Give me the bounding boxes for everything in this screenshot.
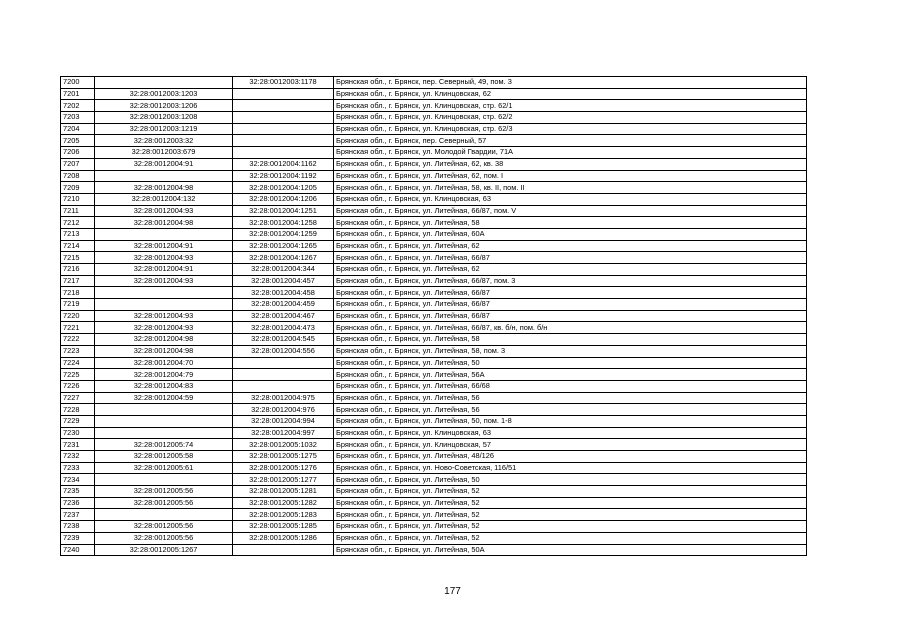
table-row	[61, 474, 807, 486]
cadastral-number-land: 32:28:0012005:56	[95, 497, 233, 509]
cadastral-number-object	[233, 100, 334, 112]
row-number: 7222	[61, 334, 95, 346]
row-number: 7216	[61, 264, 95, 276]
address-cell: Брянская обл., г. Брянск, ул. Литейная, 52	[334, 532, 807, 544]
row-number: 7227	[61, 392, 95, 404]
row-number: 7219	[61, 299, 95, 311]
cadastral-number-object	[233, 135, 334, 147]
cadastral-number-land	[95, 170, 233, 182]
row-number: 7201	[61, 88, 95, 100]
table-row	[61, 205, 807, 217]
cadastral-number-land: 32:28:0012005:56	[95, 521, 233, 533]
cadastral-number-land	[95, 404, 233, 416]
cadastral-number-object: 32:28:0012004:1205	[233, 182, 334, 194]
address-cell: Брянская обл., г. Брянск, ул. Литейная, 52	[334, 486, 807, 498]
address-cell: Брянская обл., г. Брянск, ул. Клинцовская, 63	[334, 193, 807, 205]
address-cell: Брянская обл., г. Брянск, ул. Литейная, 52	[334, 497, 807, 509]
cadastral-number-object: 32:28:0012004:1258	[233, 217, 334, 229]
row-number: 7208	[61, 170, 95, 182]
address-cell: Брянская обл., г. Брянск, ул. Литейная, 50	[334, 357, 807, 369]
table-row	[61, 100, 807, 112]
page-number: 177	[444, 586, 461, 597]
cadastral-number-object: 32:28:0012005:1281	[233, 486, 334, 498]
cadastral-number-land: 32:28:0012004:93	[95, 310, 233, 322]
address-cell: Брянская обл., г. Брянск, ул. Литейная, 58	[334, 334, 807, 346]
cadastral-number-object: 32:28:0012004:1206	[233, 193, 334, 205]
row-number: 7209	[61, 182, 95, 194]
row-number: 7212	[61, 217, 95, 229]
table-row	[61, 439, 807, 451]
cadastral-number-object: 32:28:0012004:458	[233, 287, 334, 299]
cadastral-number-land: 32:28:0012003:679	[95, 147, 233, 159]
cadastral-number-land: 32:28:0012004:91	[95, 158, 233, 170]
address-cell: Брянская обл., г. Брянск, ул. Литейная, 60А	[334, 228, 807, 240]
cadastral-number-object: 32:28:0012004:997	[233, 427, 334, 439]
cadastral-number-land: 32:28:0012003:1203	[95, 88, 233, 100]
cadastral-number-land: 32:28:0012004:70	[95, 357, 233, 369]
row-number: 7202	[61, 100, 95, 112]
table-row	[61, 252, 807, 264]
row-number: 7220	[61, 310, 95, 322]
cadastral-number-object	[233, 380, 334, 392]
row-number: 7230	[61, 427, 95, 439]
address-cell: Брянская обл., г. Брянск, ул. Клинцовская, 62	[334, 88, 807, 100]
row-number: 7213	[61, 228, 95, 240]
cadastral-number-land	[95, 415, 233, 427]
address-cell: Брянская обл., г. Брянск, ул. Литейная, 50	[334, 474, 807, 486]
table-row	[61, 228, 807, 240]
cadastral-number-land: 32:28:0012004:93	[95, 275, 233, 287]
table-row	[61, 88, 807, 100]
cadastral-number-object: 32:28:0012005:1275	[233, 451, 334, 463]
cadastral-number-land	[95, 287, 233, 299]
table-row	[61, 521, 807, 533]
cadastral-number-land: 32:28:0012005:74	[95, 439, 233, 451]
cadastral-number-object: 32:28:0012004:545	[233, 334, 334, 346]
cadastral-number-object: 32:28:0012005:1285	[233, 521, 334, 533]
address-cell: Брянская обл., г. Брянск, ул. Литейная, 58	[334, 217, 807, 229]
cadastral-number-object: 32:28:0012005:1277	[233, 474, 334, 486]
table-row	[61, 392, 807, 404]
cadastral-number-object	[233, 147, 334, 159]
cadastral-number-object: 32:28:0012004:1192	[233, 170, 334, 182]
cadastral-number-object: 32:28:0012005:1283	[233, 509, 334, 521]
table-row	[61, 182, 807, 194]
row-number: 7235	[61, 486, 95, 498]
row-number: 7233	[61, 462, 95, 474]
row-number: 7224	[61, 357, 95, 369]
table-row	[61, 147, 807, 159]
row-number: 7236	[61, 497, 95, 509]
row-number: 7215	[61, 252, 95, 264]
table-row	[61, 158, 807, 170]
table-row	[61, 112, 807, 124]
table-row	[61, 345, 807, 357]
address-cell: Брянская обл., г. Брянск, ул. Молодой Гвардии, 71А	[334, 147, 807, 159]
row-number: 7210	[61, 193, 95, 205]
table-row	[61, 217, 807, 229]
row-number: 7205	[61, 135, 95, 147]
table-row	[61, 497, 807, 509]
cadastral-number-object: 32:28:0012004:1267	[233, 252, 334, 264]
table-row	[61, 135, 807, 147]
cadastral-number-land: 32:28:0012004:91	[95, 240, 233, 252]
row-number: 7200	[61, 77, 95, 89]
cadastral-table	[60, 76, 807, 556]
cadastral-number-object: 32:28:0012004:1251	[233, 205, 334, 217]
table-row	[61, 299, 807, 311]
address-cell: Брянская обл., г. Брянск, ул. Литейная, 52	[334, 521, 807, 533]
table-row	[61, 334, 807, 346]
row-number: 7229	[61, 415, 95, 427]
cadastral-number-land	[95, 474, 233, 486]
cadastral-number-land: 32:28:0012005:1267	[95, 544, 233, 556]
row-number: 7238	[61, 521, 95, 533]
address-cell: Брянская обл., г. Брянск, ул. Литейная, 56	[334, 392, 807, 404]
cadastral-number-land: 32:28:0012004:93	[95, 322, 233, 334]
cadastral-number-land: 32:28:0012004:98	[95, 217, 233, 229]
cadastral-number-object: 32:28:0012004:467	[233, 310, 334, 322]
cadastral-number-object: 32:28:0012004:473	[233, 322, 334, 334]
table-row	[61, 544, 807, 556]
row-number: 7239	[61, 532, 95, 544]
cadastral-number-object	[233, 123, 334, 135]
row-number: 7214	[61, 240, 95, 252]
cadastral-number-land	[95, 228, 233, 240]
address-cell: Брянская обл., г. Брянск, ул. Литейная, 58, пом. 3	[334, 345, 807, 357]
table-row	[61, 123, 807, 135]
cadastral-number-object	[233, 544, 334, 556]
cadastral-number-object: 32:28:0012004:459	[233, 299, 334, 311]
cadastral-number-land: 32:28:0012004:98	[95, 182, 233, 194]
row-number: 7240	[61, 544, 95, 556]
table-row	[61, 380, 807, 392]
table-row	[61, 404, 807, 416]
cadastral-number-land: 32:28:0012005:56	[95, 532, 233, 544]
address-cell: Брянская обл., г. Брянск, ул. Литейная, 66/87, пом. V	[334, 205, 807, 217]
row-number: 7234	[61, 474, 95, 486]
cadastral-number-object: 32:28:0012004:975	[233, 392, 334, 404]
row-number: 7231	[61, 439, 95, 451]
cadastral-number-land: 32:28:0012004:98	[95, 345, 233, 357]
table-row	[61, 240, 807, 252]
cadastral-number-land	[95, 299, 233, 311]
cadastral-number-land: 32:28:0012003:1206	[95, 100, 233, 112]
address-cell: Брянская обл., г. Брянск, ул. Ново-Советская, 116/51	[334, 462, 807, 474]
cadastral-number-land: 32:28:0012004:91	[95, 264, 233, 276]
table-row	[61, 77, 807, 89]
cadastral-number-object: 32:28:0012004:457	[233, 275, 334, 287]
table-row	[61, 415, 807, 427]
cadastral-number-object: 32:28:0012004:1162	[233, 158, 334, 170]
address-cell: Брянская обл., г. Брянск, ул. Литейная, 48/126	[334, 451, 807, 463]
table-row	[61, 369, 807, 381]
address-cell: Брянская обл., г. Брянск, ул. Литейная, 62, пом. I	[334, 170, 807, 182]
address-cell: Брянская обл., г. Брянск, ул. Литейная, 56	[334, 404, 807, 416]
row-number: 7237	[61, 509, 95, 521]
cadastral-number-land: 32:28:0012004:79	[95, 369, 233, 381]
cadastral-number-object: 32:28:0012004:994	[233, 415, 334, 427]
row-number: 7221	[61, 322, 95, 334]
cadastral-number-land: 32:28:0012004:93	[95, 252, 233, 264]
table-row	[61, 193, 807, 205]
address-cell: Брянская обл., г. Брянск, ул. Литейная, 66/87, кв. б/н, пом. б/н	[334, 322, 807, 334]
table-row	[61, 264, 807, 276]
row-number: 7223	[61, 345, 95, 357]
address-cell: Брянская обл., г. Брянск, ул. Литейная, 50, пом. 1-8	[334, 415, 807, 427]
table-row	[61, 287, 807, 299]
cadastral-number-land: 32:28:0012005:61	[95, 462, 233, 474]
cadastral-number-object: 32:28:0012005:1276	[233, 462, 334, 474]
address-cell: Брянская обл., г. Брянск, ул. Литейная, 56А	[334, 369, 807, 381]
address-cell: Брянская обл., г. Брянск, ул. Литейная, 66/87	[334, 287, 807, 299]
cadastral-number-land: 32:28:0012004:59	[95, 392, 233, 404]
address-cell: Брянская обл., г. Брянск, ул. Литейная, 62	[334, 240, 807, 252]
cadastral-number-land: 32:28:0012004:83	[95, 380, 233, 392]
address-cell: Брянская обл., г. Брянск, ул. Литейная, 52	[334, 509, 807, 521]
row-number: 7206	[61, 147, 95, 159]
table-row	[61, 357, 807, 369]
address-cell: Брянская обл., г. Брянск, пер. Северный, 57	[334, 135, 807, 147]
row-number: 7232	[61, 451, 95, 463]
row-number: 7217	[61, 275, 95, 287]
cadastral-number-land: 32:28:0012005:56	[95, 486, 233, 498]
cadastral-number-object	[233, 357, 334, 369]
cadastral-number-object	[233, 88, 334, 100]
row-number: 7228	[61, 404, 95, 416]
cadastral-number-object: 32:28:0012004:1265	[233, 240, 334, 252]
address-cell: Брянская обл., г. Брянск, ул. Литейная, 66/68	[334, 380, 807, 392]
cadastral-number-object: 32:28:0012003:1178	[233, 77, 334, 89]
cadastral-number-land: 32:28:0012003:32	[95, 135, 233, 147]
row-number: 7226	[61, 380, 95, 392]
address-cell: Брянская обл., г. Брянск, ул. Литейная, 58, кв. II, пом. II	[334, 182, 807, 194]
address-cell: Брянская обл., г. Брянск, пер. Северный, 49, пом. 3	[334, 77, 807, 89]
cadastral-number-object: 32:28:0012004:556	[233, 345, 334, 357]
table-row	[61, 427, 807, 439]
address-cell: Брянская обл., г. Брянск, ул. Клинцовская, стр. 62/3	[334, 123, 807, 135]
cadastral-number-object: 32:28:0012005:1282	[233, 497, 334, 509]
table-row	[61, 170, 807, 182]
cadastral-number-object	[233, 112, 334, 124]
row-number: 7207	[61, 158, 95, 170]
cadastral-number-land: 32:28:0012003:1219	[95, 123, 233, 135]
cadastral-number-object: 32:28:0012004:976	[233, 404, 334, 416]
table-body	[61, 77, 807, 556]
table-row	[61, 486, 807, 498]
cadastral-number-land	[95, 427, 233, 439]
cadastral-number-land	[95, 77, 233, 89]
cadastral-number-object: 32:28:0012004:1259	[233, 228, 334, 240]
table-row	[61, 322, 807, 334]
cadastral-number-object: 32:28:0012005:1032	[233, 439, 334, 451]
address-cell: Брянская обл., г. Брянск, ул. Литейная, 66/87, пом. 3	[334, 275, 807, 287]
cadastral-number-object: 32:28:0012005:1286	[233, 532, 334, 544]
cadastral-number-land: 32:28:0012003:1208	[95, 112, 233, 124]
address-cell: Брянская обл., г. Брянск, ул. Литейная, 66/87	[334, 299, 807, 311]
row-number: 7204	[61, 123, 95, 135]
address-cell: Брянская обл., г. Брянск, ул. Клинцовская, 63	[334, 427, 807, 439]
cadastral-number-land: 32:28:0012004:93	[95, 205, 233, 217]
address-cell: Брянская обл., г. Брянск, ул. Литейная, 50А	[334, 544, 807, 556]
row-number: 7225	[61, 369, 95, 381]
address-cell: Брянская обл., г. Брянск, ул. Клинцовская, стр. 62/1	[334, 100, 807, 112]
cadastral-number-object: 32:28:0012004:344	[233, 264, 334, 276]
cadastral-number-land	[95, 509, 233, 521]
address-cell: Брянская обл., г. Брянск, ул. Литейная, 66/87	[334, 252, 807, 264]
row-number: 7203	[61, 112, 95, 124]
address-cell: Брянская обл., г. Брянск, ул. Клинцовская, 57	[334, 439, 807, 451]
cadastral-number-land: 32:28:0012004:132	[95, 193, 233, 205]
table-row	[61, 532, 807, 544]
row-number: 7218	[61, 287, 95, 299]
cadastral-number-land: 32:28:0012005:58	[95, 451, 233, 463]
table-row	[61, 310, 807, 322]
table-row	[61, 275, 807, 287]
cadastral-number-land: 32:28:0012004:98	[95, 334, 233, 346]
cadastral-number-object	[233, 369, 334, 381]
address-cell: Брянская обл., г. Брянск, ул. Литейная, 62, кв. 38	[334, 158, 807, 170]
address-cell: Брянская обл., г. Брянск, ул. Литейная, 66/87	[334, 310, 807, 322]
address-cell: Брянская обл., г. Брянск, ул. Литейная, 62	[334, 264, 807, 276]
row-number: 7211	[61, 205, 95, 217]
address-cell: Брянская обл., г. Брянск, ул. Клинцовская, стр. 62/2	[334, 112, 807, 124]
table-row	[61, 462, 807, 474]
table-row	[61, 509, 807, 521]
table-row	[61, 451, 807, 463]
